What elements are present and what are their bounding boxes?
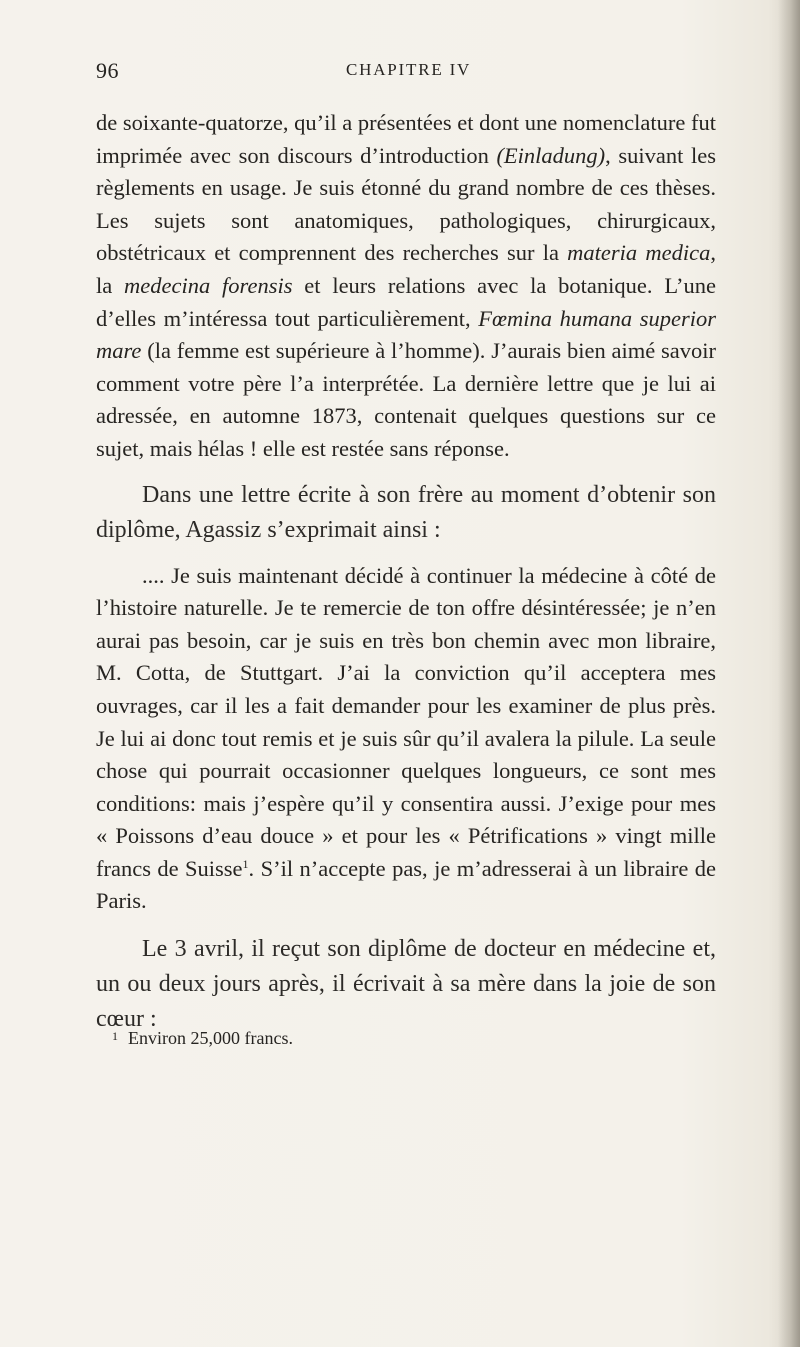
running-title: CHAPITRE IV: [346, 60, 472, 79]
page-header: [96, 58, 716, 90]
footnote-text: Environ 25,000 francs.: [128, 1028, 293, 1048]
paragraph-thesis-list: de soixante-quatorze, qu’il a présentées et dont une nomenclature fut imprimée avec son discours d’introduction (Einladung), suivant les règlements en usage. Je suis étonné du grand nombre de ces thèses. Les sujets sont anatomiques, pathologiques, chirurgicaux, obstétricaux et comprennent des recherches sur la materia medica, la medecina forensis et leurs relations avec la botanique. L’une d’elles m’intéressa tout particulièrement, Fœmina humana superior mare (la femme est supérieure à l’homme). J’aurais bien aimé savoir comment votre père l’a interprétée. La dernière lettre que je lui ai adressée, en automne 1873, contenait quelques questions sur ce sujet, mais hélas ! elle est restée sans réponse.: [96, 110, 716, 461]
page-number: 96: [96, 58, 119, 83]
paragraph-letter-quote: .... Je suis maintenant décidé à continuer la médecine à côté de l’histoire naturelle. Je te remercie de ton offre désintéressée; je n’en aurai pas besoin, car je suis en très bon chemin avec mon libraire, M. Cotta, de Stuttgart. J’ai la conviction qu’il acceptera mes ouvrages, car il les a fait demander pour les examiner de plus près. Je lui ai donc tout remis et je suis sûr qu’il avalera la pilule. La seule chose qui pourrait occasionner quelques longueurs, ce sont mes conditions: mais j’espère qu’il y consentira aussi. J’exige pour mes « Poissons d’eau douce » et pour les « Pétrifications » vingt mille francs de Suisse$^1$. S’il n’accepte pas, je m’adresserai à un libraire de Paris.: [96, 562, 716, 914]
footnote: [112, 1028, 293, 1049]
paragraph-diploma: Le 3 avril, il reçut son diplôme de docteur en médecine et, un ou deux jours après, il écrivait à sa mère dans la joie de son cœur :: [96, 936, 716, 1033]
paragraph-letter-intro: Dans une lettre écrite à son frère au moment d’obtenir son diplôme, Agassiz s’exprimait ainsi :: [96, 481, 716, 543]
footnote-reference: 1: [242, 856, 249, 871]
footnote-mark: 1: [112, 1029, 118, 1043]
main-text: [96, 107, 716, 1037]
page-edge-shadow: [778, 0, 800, 1347]
